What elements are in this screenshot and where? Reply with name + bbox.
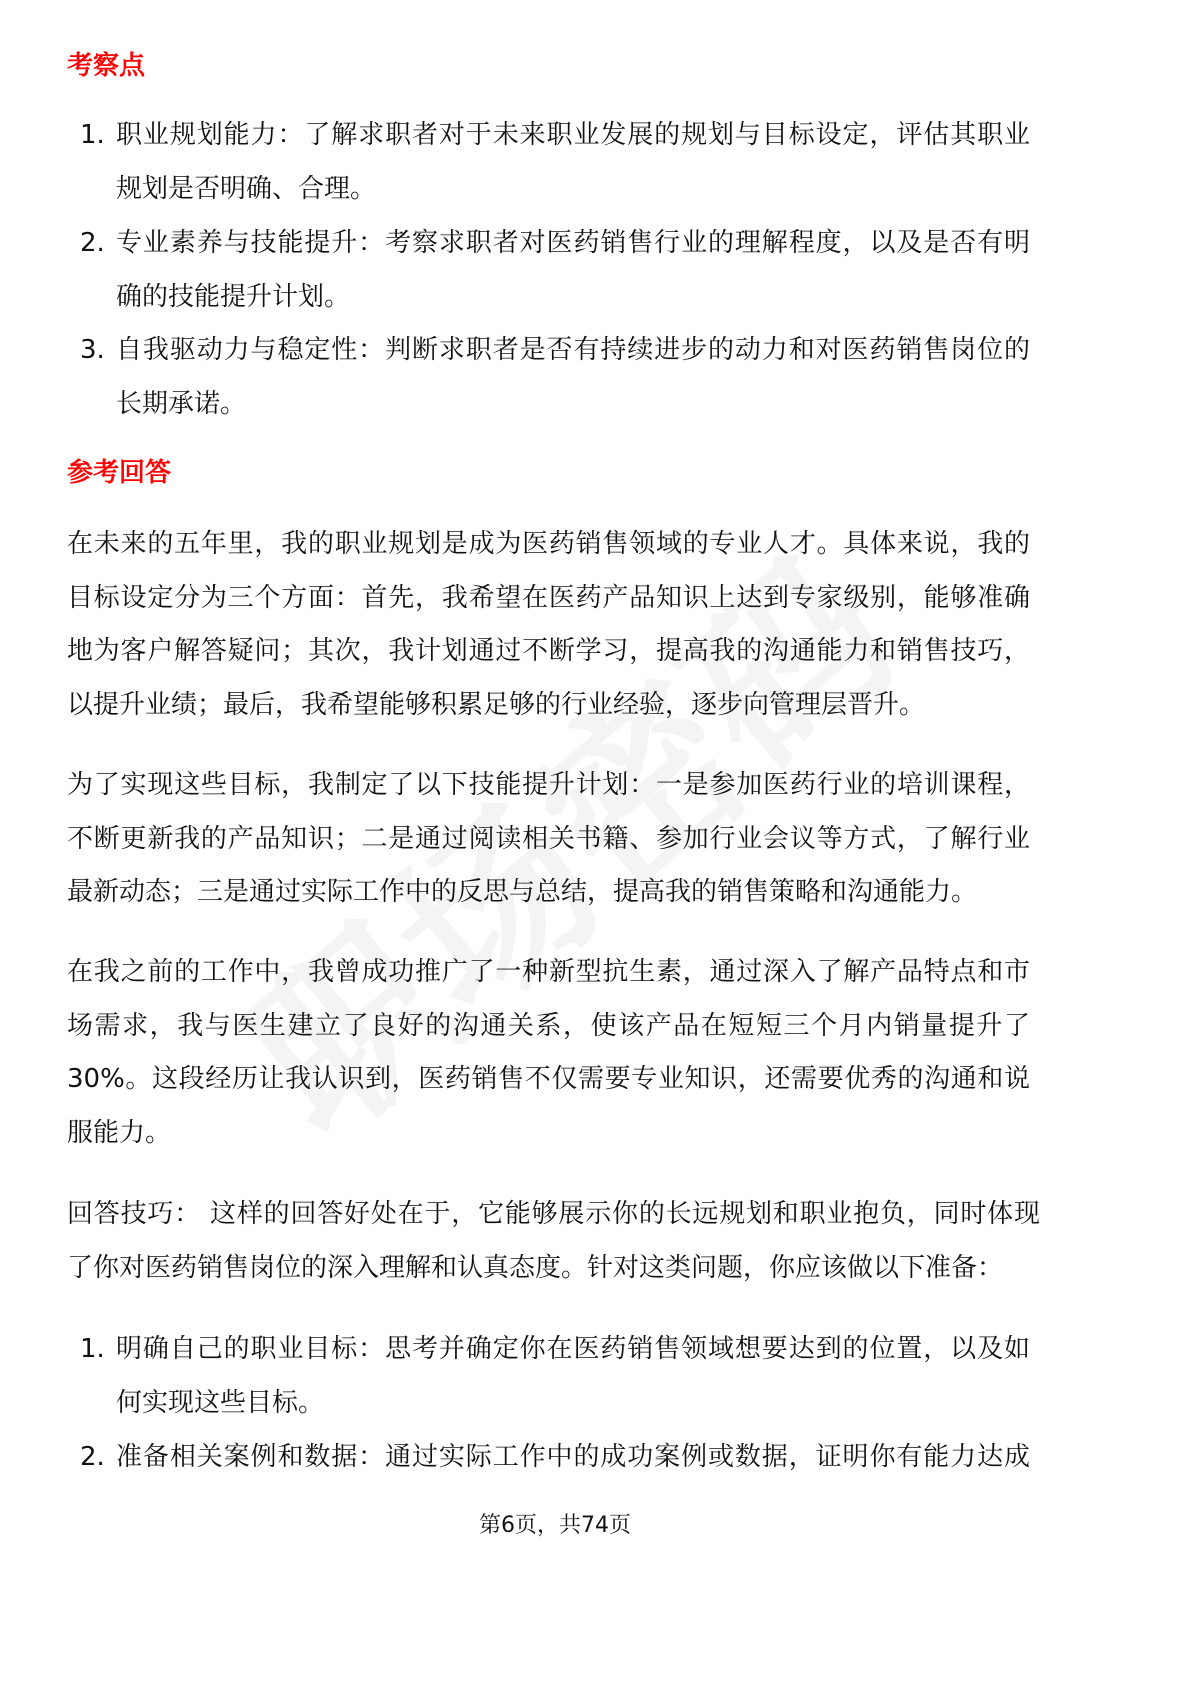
paragraph-line: 了你对医药销售岗位的深入理解和认真态度。针对这类问题，你应该做以下准备： bbox=[67, 1252, 1004, 1283]
paragraph-line: 最新动态；三是通过实际工作中的反思与总结，提高我的销售策略和沟通能力。 bbox=[67, 877, 978, 908]
paragraph-line: 服能力。 bbox=[67, 1117, 172, 1148]
list-item-text: 自我驱动力与稳定性：判断求职者是否有持续进步的动力和对医药销售岗位的 bbox=[116, 335, 1030, 365]
list-item-text: 职业规划能力：了解求职者对于未来职业发展的规划与目标设定，评估其职业 bbox=[116, 120, 1030, 150]
paragraph-line: 地为客户解答疑问；其次，我计划通过不断学习，提高我的沟通能力和销售技巧， bbox=[67, 636, 1030, 667]
paragraph-line: 在我之前的工作中，我曾成功推广了一种新型抗生素，通过深入了解产品特点和市 bbox=[67, 957, 1030, 987]
list-item-text: 长期承诺。 bbox=[116, 388, 247, 419]
paragraph-line: 30%。这段经历让我认识到，医药销售不仅需要专业知识，还需要优秀的沟通和说 bbox=[67, 1064, 1030, 1095]
list-number: 1. bbox=[80, 1334, 105, 1364]
list-item-text: 规划是否明确、合理。 bbox=[116, 173, 377, 204]
list-item-text: 专业素养与技能提升：考察求职者对医药销售行业的理解程度，以及是否有明 bbox=[116, 228, 1030, 258]
paragraph-line: 在未来的五年里，我的职业规划是成为医药销售领域的专业人才。具体来说，我的 bbox=[67, 529, 1030, 559]
paragraph-line: 目标设定分为三个方面：首先，我希望在医药产品知识上达到专家级别，能够准确 bbox=[67, 582, 1030, 613]
section-title-reference-answer: 参考回答 bbox=[67, 458, 172, 488]
page-number: 第6页，共74页 bbox=[479, 1513, 631, 1538]
list-item-text: 何实现这些目标。 bbox=[116, 1387, 325, 1418]
list-number: 1. bbox=[80, 120, 105, 150]
paragraph-line: 不断更新我的产品知识；二是通过阅读相关书籍、参加行业会议等方式，了解行业 bbox=[67, 823, 1030, 854]
paragraph-line: 场需求，我与医生建立了良好的沟通关系，使该产品在短短三个月内销量提升了 bbox=[67, 1010, 1030, 1041]
paragraph-line: 以提升业绩；最后，我希望能够积累足够的行业经验，逐步向管理层晋升。 bbox=[67, 689, 926, 720]
section-title-exam-points: 考察点 bbox=[67, 51, 146, 81]
list-number: 3. bbox=[80, 335, 105, 365]
list-item-text: 准备相关案例和数据：通过实际工作中的成功案例或数据，证明你有能力达成 bbox=[116, 1442, 1030, 1472]
list-number: 2. bbox=[80, 228, 105, 258]
list-item-text: 明确自己的职业目标：思考并确定你在医药销售领域想要达到的位置，以及如 bbox=[116, 1334, 1030, 1364]
paragraph-line: 回答技巧： 这样的回答好处在于，它能够展示你的长远规划和职业抱负，同时体现 bbox=[67, 1199, 1040, 1229]
list-number: 2. bbox=[80, 1442, 105, 1472]
list-item-text: 确的技能提升计划。 bbox=[116, 281, 351, 312]
paragraph-line: 为了实现这些目标，我制定了以下技能提升计划：一是参加医药行业的培训课程， bbox=[67, 770, 1030, 800]
